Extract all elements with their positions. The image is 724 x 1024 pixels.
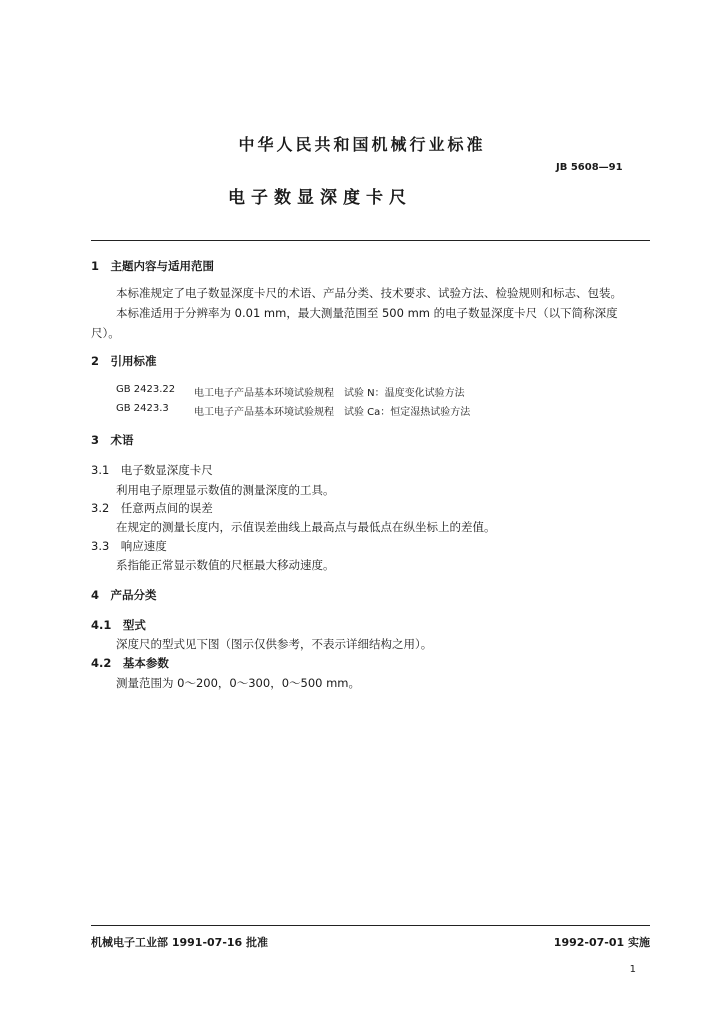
issuing-organization: 中华人民共和国机械行业标准: [238, 135, 486, 154]
section-1-heading: 1 主题内容与适用范围: [91, 259, 215, 273]
footer-rule: [91, 925, 650, 926]
effective-date: 1992-07-01 实施: [553, 936, 650, 949]
term-3-2-heading: 3.2 任意两点间的误差: [91, 501, 213, 515]
term-3-2-definition: 在规定的测量长度内，示值误差曲线上最高点与最低点在纵坐标上的差值。: [116, 520, 496, 534]
section-1-paragraph-1: 本标准规定了电子数显深度卡尺的术语、产品分类、技术要求、试验方法、检验规则和标志、包装。: [116, 286, 622, 300]
section-4-heading: 4 产品分类: [91, 588, 157, 602]
reference-code: GB 2423.22: [116, 384, 176, 395]
term-3-3-definition: 系指能正常显示数值的尺框最大移动速度。: [116, 558, 335, 572]
term-3-1-heading: 3.1 电子数显深度卡尺: [91, 463, 213, 477]
header-rule: [91, 240, 650, 241]
term-3-1-definition: 利用电子原理显示数值的测量深度的工具。: [116, 483, 335, 497]
subsection-4-2-text: 测量范围为 0～200，0～300，0～500 mm。: [116, 676, 361, 690]
page-number: 1: [629, 964, 636, 975]
reference-code: GB 2423.3: [116, 403, 169, 414]
subsection-4-1-text: 深度尺的型式见下图（图示仅供参考，不表示详细结构之用）。: [116, 637, 433, 651]
section-2-heading: 2 引用标准: [91, 354, 157, 368]
approval-line: 机械电子工业部 1991-07-16 批准: [91, 936, 269, 949]
section-1-paragraph-2-continued: 尺）。: [91, 326, 120, 340]
standard-code: JB 5608—91: [556, 162, 623, 173]
document-title: 电子数显深度卡尺: [228, 188, 412, 208]
subsection-4-2-heading: 4.2 基本参数: [91, 656, 169, 670]
section-3-heading: 3 术语: [91, 433, 134, 447]
term-3-3-heading: 3.3 响应速度: [91, 539, 167, 553]
subsection-4-1-heading: 4.1 型式: [91, 618, 146, 632]
reference-title: 电工电子产品基本环境试验规程 试验 N：温度变化试验方法: [194, 388, 465, 399]
section-1-paragraph-2: 本标准适用于分辨率为 0.01 mm，最大测量范围至 500 mm 的电子数显深度卡尺（以下简称深度: [116, 306, 618, 320]
reference-title: 电工电子产品基本环境试验规程 试验 Ca：恒定湿热试验方法: [194, 407, 471, 418]
